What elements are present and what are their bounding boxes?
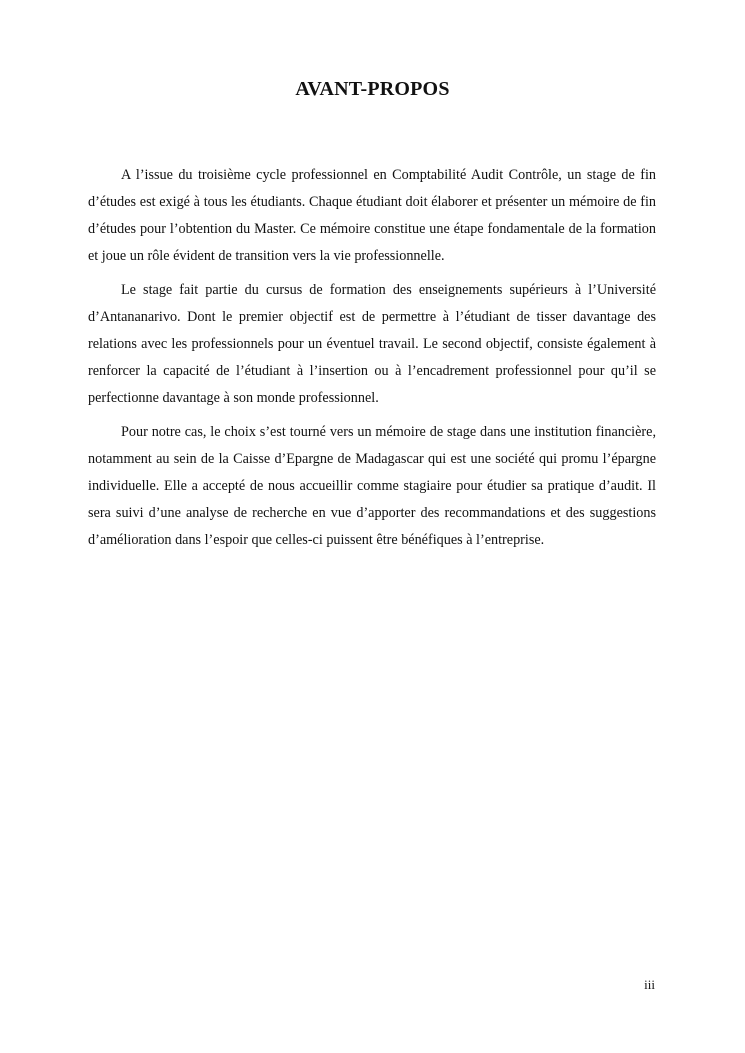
paragraph-3: Pour notre cas, le choix s’est tourné vers un mémoire de stage dans une institution financière, notamment au sein de la Caisse d’Epargne de Madagascar qui est une société qui promu l’épargne individuelle. Elle a accepté de nous accueillir comme stagiaire pour étudier sa pratique d’audit. Il sera suivi d’une analyse de recherche en vue d’apporter des recommandations et des suggestions d’amélioration dans l’espoir que celles-ci puissent être bénéfiques à l’entreprise.	[88, 424, 656, 548]
page-title: AVANT-PROPOS	[295, 78, 450, 100]
page-number: iii	[644, 977, 655, 992]
body-text	[88, 162, 656, 561]
paragraph-1: A l’issue du troisième cycle professionnel en Comptabilité Audit Contrôle, un stage de fin d’études est exigé à tous les étudiants. Chaque étudiant doit élaborer et présenter un mémoire de fin d’études pour l’obtention du Master. Ce mémoire constitue une étape fondamentale de la formation et joue un rôle évident de transition vers la vie professionnelle.	[88, 167, 656, 264]
paragraph-2: Le stage fait partie du cursus de formation des enseignements supérieurs à l’Université d’Antananarivo. Dont le premier objectif est de permettre à l’étudiant de tisser davantage des relations avec les professionnels pour un éventuel travail. Le second objectif, consiste également à renforcer la capacité de l’étudiant à l’insertion ou à l’encadrement professionnel pour qu’il se perfectionne davantage à son monde professionnel.	[88, 282, 656, 406]
